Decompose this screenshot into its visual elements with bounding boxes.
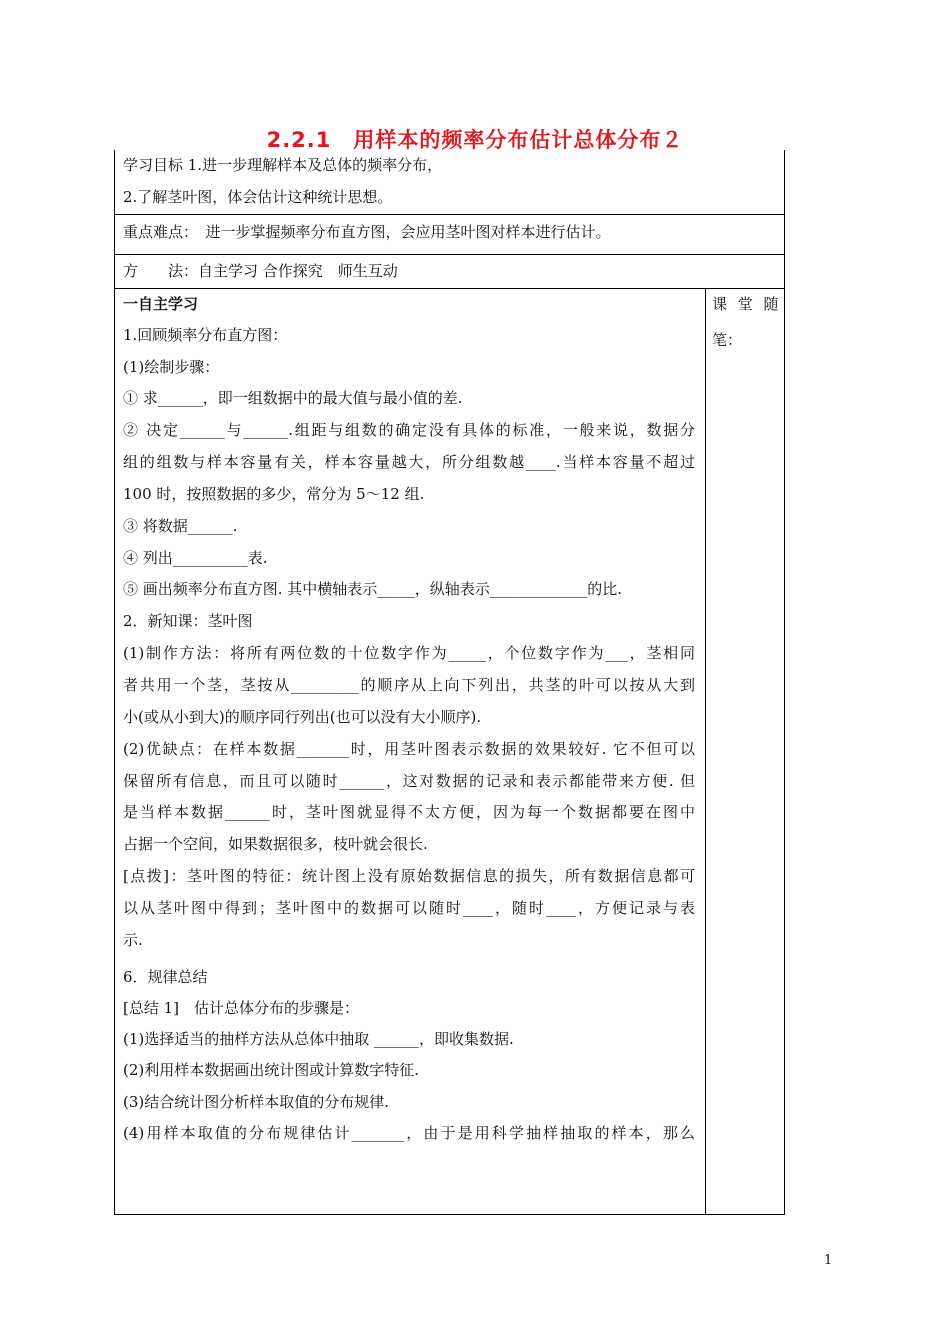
body-line: ④ 列出__________表.: [123, 549, 268, 567]
body-line: 100 时，按照数据的多少，常分为 5～12 组.: [123, 485, 425, 503]
body-line: 占据一个空间，如果数据很多，枝叶就会很长.: [123, 835, 428, 853]
body-line: (1)绘制步骤：: [123, 358, 220, 376]
method-row: [115, 255, 784, 289]
body-line: (1)制作方法：将所有两位数的十位数字作为_____，个位数字作为___，茎相同: [123, 644, 695, 662]
body-line: 以从茎叶图中得到；茎叶图中的数据可以随时____，随时____，方便记录与表: [123, 899, 695, 917]
notes-label-line-1: 课 堂 随: [712, 295, 782, 313]
body-line: 1.回顾频率分布直方图：: [123, 326, 288, 344]
body-line: (2)利用样本数据画出统计图或计算数字特征.: [123, 1061, 420, 1079]
method-text: 方 法：自主学习 合作探究 师生互动: [123, 262, 398, 280]
body-line: 示.: [123, 931, 143, 949]
body-line: ③ 将数据______.: [123, 517, 238, 535]
notes-column: [706, 289, 784, 1214]
main-content-cell: [115, 289, 706, 1214]
page-title: 2.2.1 用样本的频率分布估计总体分布２: [266, 128, 684, 152]
learning-goals-line-2: 2.了解茎叶图，体会估计这种统计思想。: [123, 188, 393, 206]
lesson-table: [114, 150, 785, 1215]
learning-goals-row: [115, 150, 784, 215]
body-line: (1)选择适当的抽样方法从总体中抽取 ______，即收集数据.: [123, 1030, 514, 1048]
body-line: ② 决定______与______.组距与组数的确定没有具体的标准，一般来说，数据分: [123, 421, 695, 439]
body-line: 小(或从小到大)的顺序同行列出(也可以没有大小顺序).: [123, 708, 482, 726]
body-line: 是当样本数据______时，茎叶图就显得不太方便，因为每一个数据都要在图中: [123, 803, 695, 821]
body-line: 者共用一个茎，茎按从_________的顺序从上向下列出，共茎的叶可以按从大到: [123, 676, 695, 694]
body-line: ① 求______，即一组数据中的最大值与最小值的差.: [123, 389, 463, 407]
learning-goals-line-1: 学习目标 1.进一步理解样本及总体的频率分布，: [123, 156, 443, 174]
body-line: (4)用样本取值的分布规律估计_______，由于是用科学抽样抽取的样本，那么: [123, 1124, 695, 1142]
body-line: 6．规律总结: [123, 968, 208, 986]
key-points-text: 重点难点： 进一步掌握频率分布直方图，会应用茎叶图对样本进行估计。: [123, 223, 611, 241]
body-line: 保留所有信息，而且可以随时______，这对数据的记录和表示都能带来方便. 但: [123, 772, 695, 790]
body-line: [点拨]：茎叶图的特征：统计图上没有原始数据信息的损失，所有数据信息都可: [123, 867, 695, 885]
body-line: 组的组数与样本容量有关，样本容量越大，所分组数越____.当样本容量不超过: [123, 453, 695, 471]
body-line: 2．新知课：茎叶图: [123, 612, 253, 630]
body-line: [总结 1] 估计总体分布的步骤是：: [123, 999, 360, 1017]
notes-label-line-2: 笔：: [712, 331, 743, 349]
body-line: (2)优缺点：在样本数据_______时，用茎叶图表示数据的效果较好. 它不但可以: [123, 740, 695, 758]
body-line: ⑤ 画出频率分布直方图. 其中横轴表示_____，纵轴表示_____________的比.: [123, 580, 623, 598]
body-line: (3)结合统计图分析样本取值的分布规律.: [123, 1093, 390, 1111]
page-number: 1: [824, 1253, 833, 1268]
key-points-row: [115, 215, 784, 255]
section-heading-self-study: 一自主学习: [123, 295, 199, 313]
